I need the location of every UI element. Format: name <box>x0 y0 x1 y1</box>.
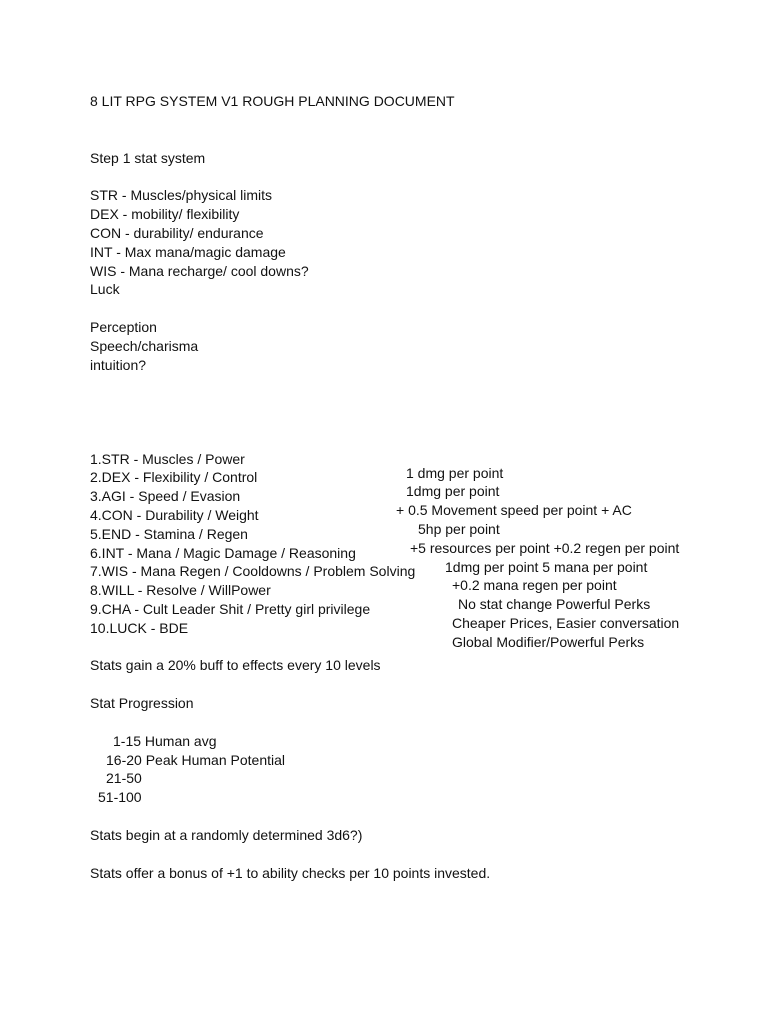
initial-stat-dex: DEX - mobility/ flexibility <box>90 206 240 222</box>
extra-stat-speech: Speech/charisma <box>90 338 199 354</box>
initial-stat-int: INT - Max mana/magic damage <box>90 244 286 260</box>
extra-stat-perception: Perception <box>90 319 157 335</box>
stat-row-effect: 5hp per point <box>418 521 500 537</box>
stat-row-name: 3.AGI - Speed / Evasion <box>90 488 241 504</box>
stat-row-name: 10.LUCK - BDE <box>90 620 189 636</box>
stat-row-name: 8.WILL - Resolve / WillPower <box>90 582 271 598</box>
initial-stat-con: CON - durability/ endurance <box>90 225 264 241</box>
step1-heading: Step 1 stat system <box>90 150 206 166</box>
stat-row-name: 7.WIS - Mana Regen / Cooldowns / Problem Solving <box>90 563 416 579</box>
progression-item: 51-100 <box>98 789 142 805</box>
progression-item: 1-15 Human avg <box>113 733 217 749</box>
extra-stat-intuition: intuition? <box>90 357 147 373</box>
buff-note: Stats gain a 20% buff to effects every 10 levels <box>90 657 381 673</box>
stat-row-effect: 1 dmg per point <box>406 465 504 481</box>
progression-item: 21-50 <box>106 770 142 786</box>
stat-row-name: 5.END - Stamina / Regen <box>90 526 248 542</box>
stat-row-name: 4.CON - Durability / Weight <box>90 507 259 523</box>
begin-note: Stats begin at a randomly determined 3d6?) <box>90 827 363 843</box>
stat-row-effect: + 0.5 Movement speed per point + AC <box>396 502 632 518</box>
initial-stat-luck: Luck <box>90 281 120 297</box>
initial-stat-str: STR - Muscles/physical limits <box>90 187 273 203</box>
stat-row-effect: 1dmg per point <box>406 483 500 499</box>
stat-row-effect: +0.2 mana regen per point <box>452 577 617 593</box>
stat-row-name: 9.CHA - Cult Leader Shit / Pretty girl privilege <box>90 601 371 617</box>
progression-heading: Stat Progression <box>90 695 194 711</box>
stat-row-effect: +5 resources per point +0.2 regen per point <box>410 540 680 556</box>
stat-row-effect: No stat change Powerful Perks <box>458 596 651 612</box>
progression-item: 16-20 Peak Human Potential <box>106 752 285 768</box>
stat-row-effect: 1dmg per point 5 mana per point <box>445 559 648 575</box>
bonus-note: Stats offer a bonus of +1 to ability checks per 10 points invested. <box>90 865 491 881</box>
document-title: 8 LIT RPG SYSTEM V1 ROUGH PLANNING DOCUMENT <box>90 93 455 109</box>
stat-row-name: 6.INT - Mana / Magic Damage / Reasoning <box>90 545 356 561</box>
stat-row-name: 2.DEX - Flexibility / Control <box>90 469 258 485</box>
initial-stat-wis: WIS - Mana recharge/ cool downs? <box>90 263 309 279</box>
stat-row-effect: Global Modifier/Powerful Perks <box>452 634 645 650</box>
stat-row-name: 1.STR - Muscles / Power <box>90 451 245 467</box>
stat-row-effect: Cheaper Prices, Easier conversation <box>452 615 680 631</box>
